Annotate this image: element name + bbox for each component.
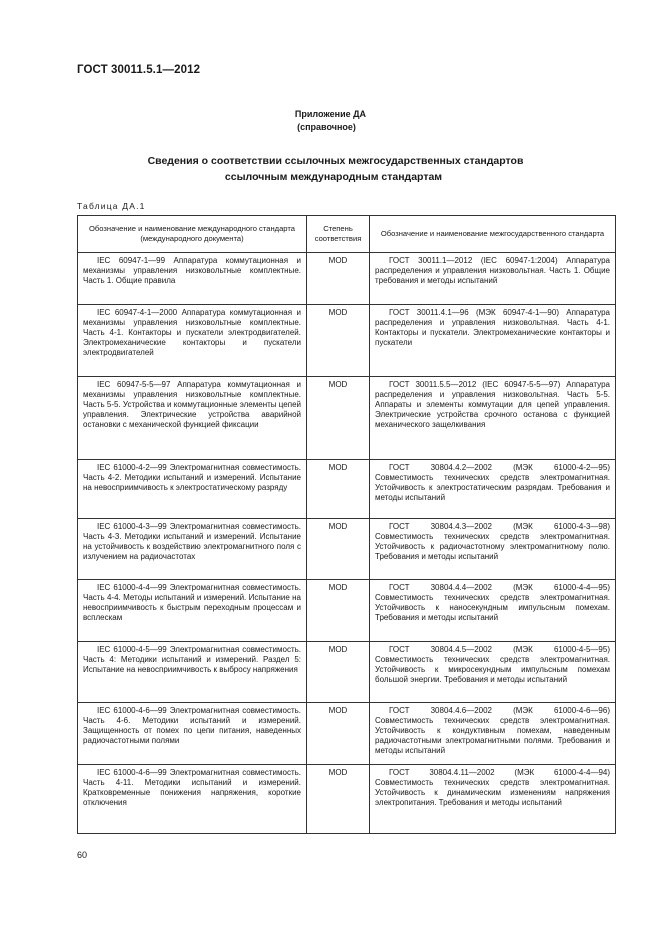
gost-standard-cell: ГОСТ 30804.4.11—2002 (МЭК 61000-4-4—94) Совместимость технических средств электромагнитная. Устойчивость к динамическим изменениям напряжения электропитания. Требования и методы испытаний (370, 765, 616, 834)
table-label: Таблица ДА.1 (77, 201, 146, 211)
degree-cell: MOD (307, 765, 370, 834)
table-row (78, 580, 616, 642)
degree-cell: MOD (307, 377, 370, 460)
international-standard-cell: IEC 61000-4-4—99 Электромагнитная совместимость. Часть 4-4. Методы испытаний и измерений. Испытание на невосприимчивость к быстрым переходным процессам и всплескам (78, 580, 307, 642)
international-standard-cell: IEC 60947-5-5—97 Аппаратура коммутационная и механизмы управления низковольтные комплектные. Часть 5-5. Устройства и коммутационные элементы цепей управления. Электрические устройства аварийной остановки с механической функцией фиксации (78, 377, 307, 460)
table-row (78, 519, 616, 580)
column-header-gost: Обозначение и наименование межгосударственного стандарта (370, 216, 616, 253)
table-header-row (78, 216, 616, 253)
international-standard-cell: IEC 61000-4-6—99 Электромагнитная совместимость. Часть 4-11. Методики испытаний и измерений. Кратковременные понижения напряжения, короткие отключения (78, 765, 307, 834)
table-row (78, 765, 616, 834)
table-row (78, 642, 616, 703)
column-header-degree: Степень соответствия (307, 216, 370, 253)
page-number: 60 (77, 850, 88, 860)
gost-standard-cell: ГОСТ 30804.4.5—2002 (МЭК 61000-4-5—95) Совместимость технических средств электромагнитная. Устойчивость к микросекундным импульсным помехам большой энергии. Требования и методы испытаний (370, 642, 616, 703)
degree-cell: MOD (307, 519, 370, 580)
section-heading-line1: Сведения о соответствии ссылочных межгосударственных стандартов (147, 155, 524, 167)
degree-cell: MOD (307, 253, 370, 305)
table-row (78, 703, 616, 765)
column-header-international: Обозначение и наименование международного стандарта (международного документа) (78, 216, 307, 253)
degree-cell: MOD (307, 642, 370, 703)
table-row (78, 460, 616, 519)
international-standard-cell: IEC 61000-4-5—99 Электромагнитная совместимость. Часть 4: Методики испытаний и измерений. Раздел 5: Испытание на невосприимчивость к выбросу напряжения (78, 642, 307, 703)
degree-cell: MOD (307, 460, 370, 519)
international-standard-cell: IEC 60947-4-1—2000 Аппаратура коммутационная и механизмы управления низковольтные комплектные. Часть 4-1. Контакторы и пускатели электродвигателей. Электромеханические контакторы и пускатели электродвигателей (78, 305, 307, 377)
table-row (78, 377, 616, 460)
gost-standard-cell: ГОСТ 30804.4.2—2002 (МЭК 61000-4-2—95) Совместимость технических средств электромагнитная. Устойчивость к электростатическим разрядам. Требования и методы испытаний (370, 460, 616, 519)
correspondence-table (77, 215, 616, 834)
gost-standard-cell: ГОСТ 30011.4.1—96 (МЭК 60947-4-1—90) Аппаратура распределения и управления низковольтная. Часть 4-1. Контакторы и пускатели. Электромеханические контакторы и пускатели (370, 305, 616, 377)
international-standard-cell: IEC 60947-1—99 Аппаратура коммутационная и механизмы управления низковольтные комплектные. Часть 1. Общие правила (78, 253, 307, 305)
degree-cell: MOD (307, 580, 370, 642)
gost-standard-cell: ГОСТ 30011.5.5—2012 (IEC 60947-5-5—97) Аппаратура распределения и управления низковольтная. Часть 5-5. Аппараты и элементы коммутации для цепей управления. Электрические устройства срочного останова с функцией механического защелкивания (370, 377, 616, 460)
degree-cell: MOD (307, 305, 370, 377)
appendix-type: (справочное) (297, 122, 356, 132)
appendix-title: Приложение ДА (294, 109, 367, 119)
gost-standard-cell: ГОСТ 30804.4.3—2002 (МЭК 61000-4-3—98) Совместимость технических средств электромагнитная. Устойчивость к радиочастотному электромагнитному полю. Требования и методы испытаний (370, 519, 616, 580)
gost-standard-cell: ГОСТ 30011.1—2012 (IEC 60947-1:2004) Аппаратура распределения и управления низковольтная. Часть 1. Общие требования и методы испытаний (370, 253, 616, 305)
document-code: ГОСТ 30011.5.1—2012 (77, 64, 201, 76)
gost-standard-cell: ГОСТ 30804.4.4—2002 (МЭК 61000-4-4—95) Совместимость технических средств электромагнитная. Устойчивость к наносекундным импульсным помехам. Требования и методы испытаний (370, 580, 616, 642)
degree-cell: MOD (307, 703, 370, 765)
table-row (78, 305, 616, 377)
section-heading-line2: ссылочным международным стандартам (224, 171, 443, 183)
international-standard-cell: IEC 61000-4-3—99 Электромагнитная совместимость. Часть 4-3. Методики испытаний и измерений. Испытание на устойчивость к воздействию электромагнитного поля с излучением на радиочастотах (78, 519, 307, 580)
table-row (78, 253, 616, 305)
international-standard-cell: IEC 61000-4-6—99 Электромагнитная совместимость. Часть 4-6. Методики испытаний и измерений. Защищенность от помех по цепи питания, наведенных радиочастотными полями (78, 703, 307, 765)
international-standard-cell: IEC 61000-4-2—99 Электромагнитная совместимость. Часть 4-2. Методики испытаний и измерений. Испытание на невосприимчивость к электростатическому разряду (78, 460, 307, 519)
gost-standard-cell: ГОСТ 30804.4.6—2002 (МЭК 61000-4-6—96) Совместимость технических средств электромагнитная. Устойчивость к кондуктивным помехам, наведенным радиочастотными электромагнитными полями. Требования и методы испытаний (370, 703, 616, 765)
